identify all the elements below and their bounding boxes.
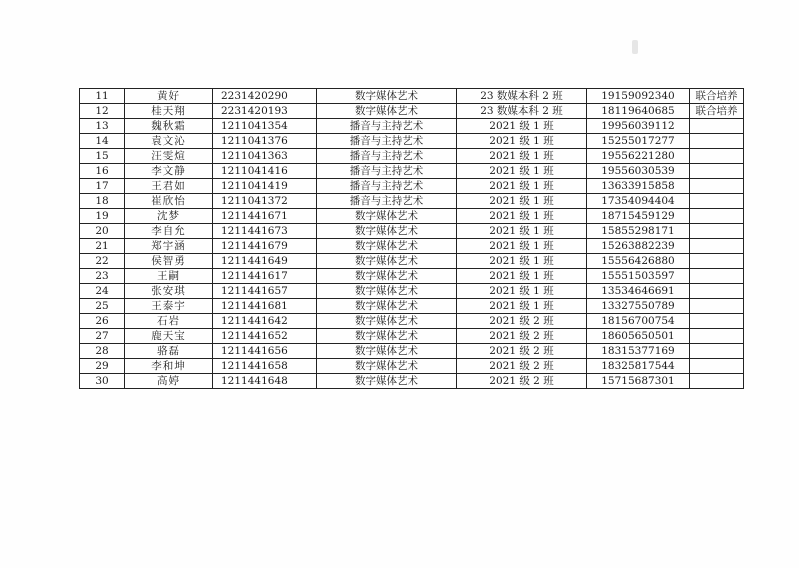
student-name-cell: 郑宇涵 — [125, 239, 213, 254]
phone-cell: 17354094404 — [587, 194, 690, 209]
table-row — [80, 239, 744, 254]
row-number-cell: 17 — [80, 179, 125, 194]
major-cell: 数字媒体艺术 — [317, 239, 457, 254]
student-id-cell: 1211041419 — [213, 179, 317, 194]
class-cell: 2021 级 1 班 — [457, 164, 587, 179]
student-name-cell: 沈梦 — [125, 209, 213, 224]
class-cell: 2021 级 1 班 — [457, 224, 587, 239]
student-id-cell: 1211441673 — [213, 224, 317, 239]
table-row — [80, 329, 744, 344]
major-cell: 播音与主持艺术 — [317, 179, 457, 194]
student-id-cell: 1211441656 — [213, 344, 317, 359]
class-cell: 2021 级 1 班 — [457, 269, 587, 284]
student-id-cell: 1211441652 — [213, 329, 317, 344]
student-name-cell: 黄好 — [125, 89, 213, 104]
major-cell: 数字媒体艺术 — [317, 299, 457, 314]
row-number-cell: 20 — [80, 224, 125, 239]
major-cell: 播音与主持艺术 — [317, 119, 457, 134]
student-id-cell: 1211041363 — [213, 149, 317, 164]
phone-cell: 15263882239 — [587, 239, 690, 254]
note-cell — [690, 314, 744, 329]
student-name-cell: 王嗣 — [125, 269, 213, 284]
row-number-cell: 28 — [80, 344, 125, 359]
row-number-cell: 30 — [80, 374, 125, 389]
major-cell: 数字媒体艺术 — [317, 344, 457, 359]
note-cell — [690, 269, 744, 284]
student-id-cell: 1211441679 — [213, 239, 317, 254]
row-number-cell: 23 — [80, 269, 125, 284]
student-name-cell: 王泰宇 — [125, 299, 213, 314]
class-cell: 23 数媒本科 2 班 — [457, 104, 587, 119]
student-id-cell: 1211441649 — [213, 254, 317, 269]
note-cell — [690, 194, 744, 209]
major-cell: 播音与主持艺术 — [317, 164, 457, 179]
table-row — [80, 314, 744, 329]
note-cell — [690, 329, 744, 344]
roster-body — [80, 89, 744, 389]
class-cell: 2021 级 1 班 — [457, 254, 587, 269]
class-cell: 2021 级 2 班 — [457, 329, 587, 344]
phone-cell: 18605650501 — [587, 329, 690, 344]
phone-cell: 19956039112 — [587, 119, 690, 134]
phone-cell: 15715687301 — [587, 374, 690, 389]
student-name-cell: 魏秋霜 — [125, 119, 213, 134]
row-number-cell: 18 — [80, 194, 125, 209]
note-cell: 联合培养 — [690, 89, 744, 104]
note-cell — [690, 344, 744, 359]
table-row — [80, 344, 744, 359]
student-roster-table — [79, 88, 744, 389]
note-cell — [690, 134, 744, 149]
row-number-cell: 12 — [80, 104, 125, 119]
table-row — [80, 224, 744, 239]
student-name-cell: 侯智勇 — [125, 254, 213, 269]
phone-cell: 13633915858 — [587, 179, 690, 194]
class-cell: 2021 级 2 班 — [457, 359, 587, 374]
phone-cell: 15556426880 — [587, 254, 690, 269]
table-row — [80, 299, 744, 314]
student-id-cell: 1211041372 — [213, 194, 317, 209]
note-cell — [690, 209, 744, 224]
phone-cell: 18119640685 — [587, 104, 690, 119]
major-cell: 数字媒体艺术 — [317, 209, 457, 224]
row-number-cell: 16 — [80, 164, 125, 179]
student-id-cell: 2231420290 — [213, 89, 317, 104]
table-row — [80, 359, 744, 374]
row-number-cell: 27 — [80, 329, 125, 344]
class-cell: 2021 级 2 班 — [457, 374, 587, 389]
major-cell: 数字媒体艺术 — [317, 314, 457, 329]
major-cell: 播音与主持艺术 — [317, 134, 457, 149]
major-cell: 数字媒体艺术 — [317, 374, 457, 389]
row-number-cell: 11 — [80, 89, 125, 104]
row-number-cell: 29 — [80, 359, 125, 374]
table-row — [80, 254, 744, 269]
class-cell: 2021 级 1 班 — [457, 284, 587, 299]
row-number-cell: 15 — [80, 149, 125, 164]
table-row — [80, 164, 744, 179]
student-name-cell: 张安琪 — [125, 284, 213, 299]
row-number-cell: 25 — [80, 299, 125, 314]
student-name-cell: 李自允 — [125, 224, 213, 239]
table-row — [80, 209, 744, 224]
student-name-cell: 鹿天宝 — [125, 329, 213, 344]
row-number-cell: 21 — [80, 239, 125, 254]
phone-cell: 15855298171 — [587, 224, 690, 239]
phone-cell: 18156700754 — [587, 314, 690, 329]
student-name-cell: 桂天翔 — [125, 104, 213, 119]
table-row — [80, 374, 744, 389]
major-cell: 数字媒体艺术 — [317, 104, 457, 119]
note-cell — [690, 149, 744, 164]
note-cell: 联合培养 — [690, 104, 744, 119]
table-row — [80, 119, 744, 134]
major-cell: 播音与主持艺术 — [317, 194, 457, 209]
student-name-cell: 袁文沁 — [125, 134, 213, 149]
student-name-cell: 崔欣怡 — [125, 194, 213, 209]
table-row — [80, 89, 744, 104]
phone-cell: 13327550789 — [587, 299, 690, 314]
student-id-cell: 1211441648 — [213, 374, 317, 389]
student-id-cell: 1211441681 — [213, 299, 317, 314]
note-cell — [690, 284, 744, 299]
note-cell — [690, 224, 744, 239]
student-id-cell: 2231420193 — [213, 104, 317, 119]
class-cell: 2021 级 2 班 — [457, 314, 587, 329]
phone-cell: 19556030539 — [587, 164, 690, 179]
major-cell: 数字媒体艺术 — [317, 269, 457, 284]
note-cell — [690, 359, 744, 374]
student-name-cell: 王君如 — [125, 179, 213, 194]
note-cell — [690, 179, 744, 194]
table-row — [80, 269, 744, 284]
student-id-cell: 1211441617 — [213, 269, 317, 284]
phone-cell: 15255017277 — [587, 134, 690, 149]
class-cell: 2021 级 1 班 — [457, 179, 587, 194]
note-cell — [690, 119, 744, 134]
phone-cell: 18325817544 — [587, 359, 690, 374]
table-row — [80, 149, 744, 164]
class-cell: 2021 级 1 班 — [457, 134, 587, 149]
phone-cell: 15551503597 — [587, 269, 690, 284]
table-row — [80, 179, 744, 194]
row-number-cell: 24 — [80, 284, 125, 299]
class-cell: 2021 级 1 班 — [457, 149, 587, 164]
student-id-cell: 1211041376 — [213, 134, 317, 149]
student-id-cell: 1211041354 — [213, 119, 317, 134]
phone-cell: 19556221280 — [587, 149, 690, 164]
major-cell: 数字媒体艺术 — [317, 254, 457, 269]
major-cell: 数字媒体艺术 — [317, 359, 457, 374]
phone-cell: 13534646691 — [587, 284, 690, 299]
table-row — [80, 284, 744, 299]
row-number-cell: 26 — [80, 314, 125, 329]
row-number-cell: 14 — [80, 134, 125, 149]
student-name-cell: 高婷 — [125, 374, 213, 389]
major-cell: 数字媒体艺术 — [317, 329, 457, 344]
student-id-cell: 1211441657 — [213, 284, 317, 299]
student-name-cell: 石岩 — [125, 314, 213, 329]
note-cell — [690, 254, 744, 269]
student-name-cell: 骆磊 — [125, 344, 213, 359]
student-name-cell: 汪雯煊 — [125, 149, 213, 164]
student-id-cell: 1211441658 — [213, 359, 317, 374]
table-row — [80, 194, 744, 209]
table-row — [80, 104, 744, 119]
student-id-cell: 1211041416 — [213, 164, 317, 179]
class-cell: 2021 级 1 班 — [457, 194, 587, 209]
student-name-cell: 李文静 — [125, 164, 213, 179]
note-cell — [690, 374, 744, 389]
student-id-cell: 1211441642 — [213, 314, 317, 329]
note-cell — [690, 164, 744, 179]
major-cell: 数字媒体艺术 — [317, 89, 457, 104]
class-cell: 2021 级 2 班 — [457, 344, 587, 359]
table-row — [80, 134, 744, 149]
student-id-cell: 1211441671 — [213, 209, 317, 224]
note-cell — [690, 299, 744, 314]
scan-artifact — [632, 40, 638, 54]
class-cell: 2021 级 1 班 — [457, 209, 587, 224]
phone-cell: 18715459129 — [587, 209, 690, 224]
student-name-cell: 李和坤 — [125, 359, 213, 374]
note-cell — [690, 239, 744, 254]
phone-cell: 18315377169 — [587, 344, 690, 359]
class-cell: 23 数媒本科 2 班 — [457, 89, 587, 104]
row-number-cell: 22 — [80, 254, 125, 269]
row-number-cell: 13 — [80, 119, 125, 134]
row-number-cell: 19 — [80, 209, 125, 224]
major-cell: 数字媒体艺术 — [317, 224, 457, 239]
major-cell: 数字媒体艺术 — [317, 284, 457, 299]
phone-cell: 19159092340 — [587, 89, 690, 104]
class-cell: 2021 级 1 班 — [457, 119, 587, 134]
major-cell: 播音与主持艺术 — [317, 149, 457, 164]
class-cell: 2021 级 1 班 — [457, 239, 587, 254]
class-cell: 2021 级 1 班 — [457, 299, 587, 314]
